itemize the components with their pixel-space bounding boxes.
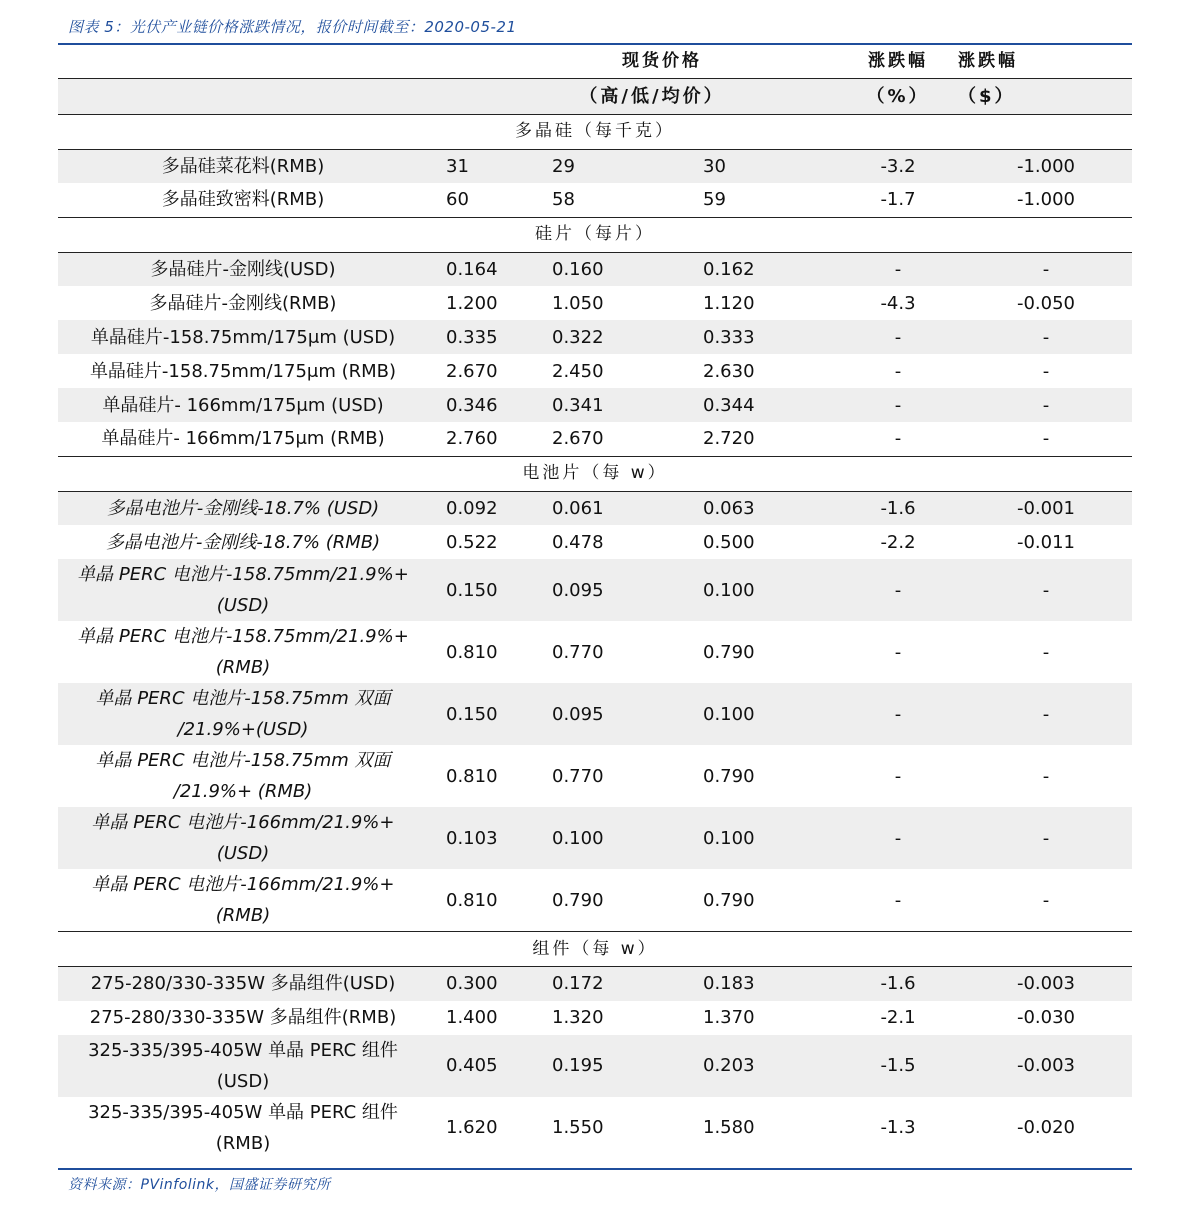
header-spot-sub: （高/低/均价） bbox=[428, 78, 818, 114]
price-low: 2.670 bbox=[552, 428, 604, 450]
section-title: 组件（每 w） bbox=[58, 932, 1132, 967]
change-usd: - bbox=[940, 807, 1132, 869]
row-label-line-2: (RMB) bbox=[215, 657, 271, 678]
change-pct: - bbox=[894, 360, 902, 382]
change-usd: -0.020 bbox=[1016, 1117, 1076, 1138]
row-label-line: 多晶电池片-金刚线-18.7% (RMB) bbox=[105, 531, 381, 553]
row-label-line-2: (USD) bbox=[216, 1070, 270, 1092]
source-note: 资料来源：PVinfolink，国盛证券研究所 bbox=[68, 1177, 331, 1193]
row-label-line: 多晶硅片-金刚线(RMB) bbox=[149, 292, 337, 314]
price-low: 1.320 bbox=[552, 1007, 604, 1028]
change-usd: -0.003 bbox=[940, 967, 1132, 1001]
row-label-line: 单晶硅片- 166mm/175μm (RMB) bbox=[101, 428, 385, 450]
change-usd: - bbox=[940, 252, 1132, 286]
row-label bbox=[58, 252, 428, 286]
row-label bbox=[58, 525, 428, 559]
row-label bbox=[58, 1001, 428, 1035]
header-change-usd: 涨跌幅 bbox=[958, 50, 1018, 71]
section-header bbox=[58, 114, 1132, 149]
change-pct: - bbox=[818, 388, 940, 422]
table-row bbox=[58, 286, 1132, 320]
row-label-line: 单晶 PERC 电池片-166mm/21.9%+ bbox=[91, 874, 395, 895]
row-label bbox=[58, 621, 428, 683]
price-high: 0.346 bbox=[428, 388, 518, 422]
row-label bbox=[58, 745, 428, 807]
price-avg: 0.183 bbox=[636, 967, 818, 1001]
row-label bbox=[58, 320, 428, 354]
table-row bbox=[58, 183, 1132, 217]
change-usd: - bbox=[1042, 641, 1050, 663]
change-pct: - bbox=[818, 683, 940, 745]
table-row bbox=[58, 559, 1132, 621]
price-high: 0.164 bbox=[428, 252, 518, 286]
price-high: 0.300 bbox=[428, 967, 518, 1001]
change-usd: - bbox=[1042, 889, 1050, 911]
row-label bbox=[58, 183, 428, 217]
row-label bbox=[58, 869, 428, 932]
price-low: 0.478 bbox=[552, 531, 604, 553]
price-avg: 0.100 bbox=[636, 559, 818, 621]
price-high: 0.405 bbox=[428, 1035, 518, 1097]
row-label-line: 单晶硅片-158.75mm/175μm (USD) bbox=[90, 326, 396, 348]
price-high: 1.620 bbox=[446, 1117, 498, 1138]
change-usd: -0.001 bbox=[940, 491, 1132, 525]
section-title: 多晶硅（每千克） bbox=[58, 114, 1132, 149]
row-label-line-2: (RMB) bbox=[215, 1132, 271, 1154]
row-label-line-2: (USD) bbox=[216, 843, 270, 864]
row-label-line: 325-335/395-405W 单晶 PERC 组件 bbox=[88, 1039, 398, 1061]
price-low: 0.061 bbox=[518, 491, 636, 525]
price-avg: 0.063 bbox=[636, 491, 818, 525]
row-label-line-2: (USD) bbox=[216, 595, 270, 616]
price-high: 0.522 bbox=[446, 531, 498, 553]
price-low: 0.100 bbox=[518, 807, 636, 869]
price-low: 0.160 bbox=[518, 252, 636, 286]
price-low: 0.172 bbox=[518, 967, 636, 1001]
change-pct: -1.5 bbox=[818, 1035, 940, 1097]
table-row bbox=[58, 1097, 1132, 1159]
row-label-line: 多晶硅片-金刚线(USD) bbox=[150, 258, 336, 280]
change-pct: -4.3 bbox=[880, 292, 916, 314]
change-pct: -3.2 bbox=[818, 149, 940, 183]
price-low: 0.322 bbox=[518, 320, 636, 354]
change-usd: - bbox=[1042, 765, 1050, 787]
row-label-line: 单晶硅片- 166mm/175μm (USD) bbox=[102, 394, 384, 416]
row-label bbox=[58, 354, 428, 388]
price-high: 0.810 bbox=[446, 889, 498, 911]
section-header bbox=[58, 456, 1132, 491]
change-pct: - bbox=[818, 807, 940, 869]
section-header bbox=[58, 217, 1132, 252]
price-low: 1.550 bbox=[552, 1117, 604, 1138]
row-label bbox=[58, 1035, 428, 1097]
change-pct: - bbox=[894, 765, 902, 787]
table-row bbox=[58, 745, 1132, 807]
price-high: 0.150 bbox=[428, 559, 518, 621]
price-avg: 30 bbox=[636, 149, 818, 183]
price-avg: 59 bbox=[703, 189, 726, 211]
price-avg: 0.344 bbox=[636, 388, 818, 422]
change-pct: -1.6 bbox=[818, 967, 940, 1001]
header-change-pct: 涨跌幅 bbox=[868, 50, 928, 71]
price-low: 0.770 bbox=[552, 765, 604, 787]
row-label bbox=[58, 149, 428, 183]
price-low: 0.195 bbox=[518, 1035, 636, 1097]
change-pct: - bbox=[818, 320, 940, 354]
table-row bbox=[58, 621, 1132, 683]
price-avg: 0.790 bbox=[703, 765, 755, 787]
price-low: 58 bbox=[552, 189, 575, 211]
row-label-line: 单晶硅片-158.75mm/175μm (RMB) bbox=[89, 360, 397, 382]
price-avg: 1.580 bbox=[703, 1117, 755, 1138]
price-avg: 1.120 bbox=[703, 292, 755, 314]
table-row bbox=[58, 422, 1132, 456]
price-high: 0.103 bbox=[428, 807, 518, 869]
section-title: 硅片（每片） bbox=[58, 217, 1132, 252]
row-label-line: 多晶电池片-金刚线-18.7% (USD) bbox=[106, 497, 380, 519]
section-title: 电池片（每 w） bbox=[58, 456, 1132, 491]
change-usd: -0.030 bbox=[1016, 1007, 1076, 1028]
price-avg: 0.500 bbox=[703, 531, 755, 553]
table-row bbox=[58, 525, 1132, 559]
price-high: 2.670 bbox=[446, 360, 498, 382]
change-usd: - bbox=[1042, 360, 1050, 382]
table-row bbox=[58, 491, 1132, 525]
price-table-body bbox=[58, 45, 1132, 1159]
change-pct: -2.1 bbox=[880, 1007, 916, 1028]
change-usd: - bbox=[1042, 428, 1050, 450]
figure-caption: 图表 5：光伏产业链价格涨跌情况，报价时间截至：2020-05-21 bbox=[68, 18, 517, 36]
price-avg: 2.720 bbox=[703, 428, 755, 450]
price-low: 0.095 bbox=[518, 559, 636, 621]
change-pct: -1.7 bbox=[880, 189, 916, 211]
price-high: 60 bbox=[446, 189, 469, 211]
change-pct: - bbox=[894, 889, 902, 911]
price-high: 31 bbox=[428, 149, 518, 183]
price-avg: 0.333 bbox=[636, 320, 818, 354]
price-avg: 2.630 bbox=[703, 360, 755, 382]
change-pct: - bbox=[894, 641, 902, 663]
table-row bbox=[58, 1035, 1132, 1097]
price-high: 1.400 bbox=[446, 1007, 498, 1028]
price-low: 0.095 bbox=[518, 683, 636, 745]
price-low: 0.790 bbox=[552, 889, 604, 911]
change-usd: - bbox=[940, 559, 1132, 621]
change-pct: - bbox=[818, 252, 940, 286]
price-high: 0.810 bbox=[446, 641, 498, 663]
header-row-2 bbox=[58, 78, 1132, 114]
table-row bbox=[58, 388, 1132, 422]
price-table bbox=[58, 45, 1132, 1159]
table-row bbox=[58, 807, 1132, 869]
row-label-line: 275-280/330-335W 多晶组件(USD) bbox=[90, 973, 396, 995]
row-label bbox=[58, 422, 428, 456]
price-high: 1.200 bbox=[446, 292, 498, 314]
price-high: 0.335 bbox=[428, 320, 518, 354]
table-row bbox=[58, 683, 1132, 745]
price-high: 2.760 bbox=[446, 428, 498, 450]
price-avg: 0.203 bbox=[636, 1035, 818, 1097]
price-high: 0.810 bbox=[446, 765, 498, 787]
change-pct: -1.6 bbox=[818, 491, 940, 525]
row-label-line: 单晶 PERC 电池片-166mm/21.9%+ bbox=[91, 812, 395, 833]
table-row bbox=[58, 320, 1132, 354]
row-label-line: 325-335/395-405W 单晶 PERC 组件 bbox=[88, 1101, 398, 1123]
row-label bbox=[58, 559, 428, 621]
row-label bbox=[58, 967, 428, 1001]
row-label-line-2: /21.9%+(USD) bbox=[177, 719, 309, 740]
table-row bbox=[58, 869, 1132, 932]
row-label bbox=[58, 286, 428, 320]
row-label bbox=[58, 388, 428, 422]
change-usd: -1.000 bbox=[940, 149, 1132, 183]
header-row-1 bbox=[58, 45, 1132, 78]
price-low: 2.450 bbox=[552, 360, 604, 382]
bottom-rule bbox=[58, 1168, 1132, 1170]
price-high: 0.092 bbox=[428, 491, 518, 525]
change-usd: - bbox=[940, 320, 1132, 354]
row-label-line: 单晶 PERC 电池片-158.75mm 双面 bbox=[95, 750, 391, 771]
row-label-line-2: (RMB) bbox=[215, 905, 271, 926]
row-label-line: 多晶硅致密料(RMB) bbox=[161, 189, 325, 211]
price-low: 29 bbox=[518, 149, 636, 183]
price-low: 1.050 bbox=[552, 292, 604, 314]
price-low: 0.770 bbox=[552, 641, 604, 663]
section-header bbox=[58, 932, 1132, 967]
row-label bbox=[58, 491, 428, 525]
change-pct: -1.3 bbox=[880, 1117, 916, 1138]
price-high: 0.150 bbox=[428, 683, 518, 745]
change-pct: -2.2 bbox=[880, 531, 916, 553]
change-usd: -0.003 bbox=[940, 1035, 1132, 1097]
header-pct-sub: （%） bbox=[818, 78, 940, 114]
table-row bbox=[58, 252, 1132, 286]
row-label-line-2: /21.9%+ (RMB) bbox=[173, 781, 313, 802]
header-spot: 现货价格 bbox=[622, 50, 702, 71]
price-avg: 1.370 bbox=[703, 1007, 755, 1028]
change-usd: -0.050 bbox=[1016, 292, 1076, 314]
row-label-line: 单晶 PERC 电池片-158.75mm 双面 bbox=[95, 688, 391, 709]
row-label-line: 单晶 PERC 电池片-158.75mm/21.9%+ bbox=[77, 626, 409, 647]
change-pct: - bbox=[818, 559, 940, 621]
price-avg: 0.790 bbox=[703, 641, 755, 663]
table-row bbox=[58, 354, 1132, 388]
row-label-line: 275-280/330-335W 多晶组件(RMB) bbox=[89, 1007, 397, 1028]
row-label bbox=[58, 807, 428, 869]
row-label-line: 单晶 PERC 电池片-158.75mm/21.9%+ bbox=[77, 564, 409, 585]
price-avg: 0.100 bbox=[636, 683, 818, 745]
price-avg: 0.100 bbox=[636, 807, 818, 869]
row-label bbox=[58, 1097, 428, 1159]
price-avg: 0.162 bbox=[636, 252, 818, 286]
change-usd: -1.000 bbox=[1016, 189, 1076, 211]
row-label-line: 多晶硅菜花料(RMB) bbox=[161, 155, 325, 177]
change-pct: - bbox=[894, 428, 902, 450]
price-low: 0.341 bbox=[518, 388, 636, 422]
change-usd: - bbox=[940, 388, 1132, 422]
price-avg: 0.790 bbox=[703, 889, 755, 911]
row-label bbox=[58, 683, 428, 745]
table-row bbox=[58, 967, 1132, 1001]
change-usd: - bbox=[940, 683, 1132, 745]
table-row bbox=[58, 1001, 1132, 1035]
header-usd-sub: （$） bbox=[940, 78, 1132, 114]
change-usd: -0.011 bbox=[1016, 531, 1076, 553]
table-row bbox=[58, 149, 1132, 183]
